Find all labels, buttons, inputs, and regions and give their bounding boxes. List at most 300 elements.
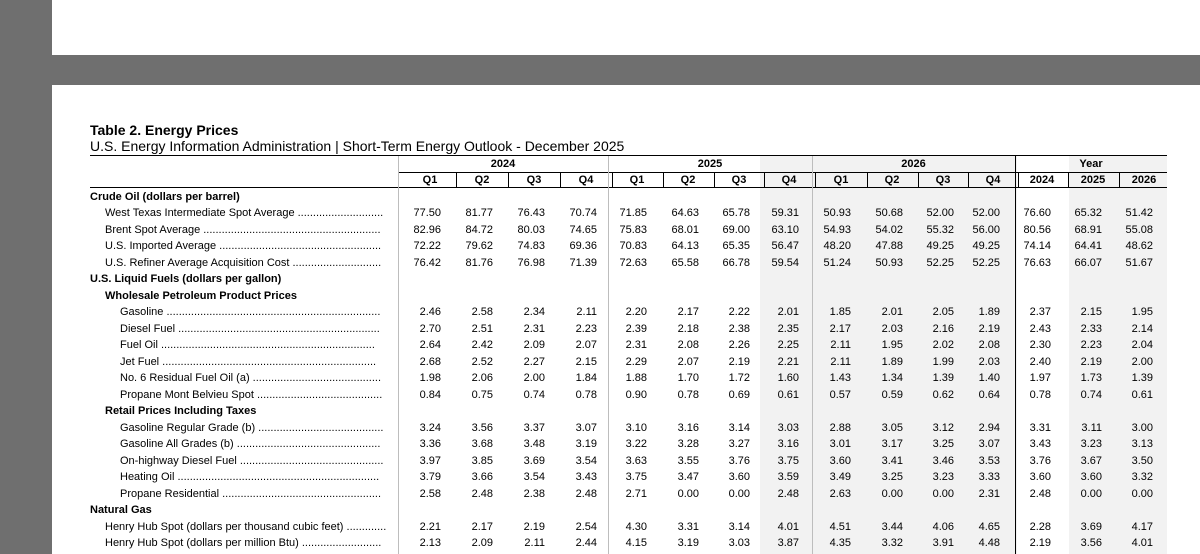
cell-value: 69.00	[722, 223, 750, 236]
cell-value: 2.08	[978, 339, 1000, 352]
cell-value: 2.03	[978, 355, 1000, 368]
cell-value: 1.89	[978, 306, 1000, 319]
cell-value: 2.08	[677, 339, 699, 352]
cell-value: 3.54	[523, 471, 545, 484]
cell-value: 2.94	[978, 421, 1000, 434]
cell-value: 50.68	[875, 207, 903, 220]
cell-value: 3.55	[677, 454, 699, 467]
table-row	[52, 389, 1200, 405]
cell-value: 64.13	[671, 240, 699, 253]
cell-value: 3.56	[1080, 537, 1102, 550]
cell-value: 3.56	[471, 421, 493, 434]
cell-value: 3.75	[777, 454, 799, 467]
cell-value: 2.20	[625, 306, 647, 319]
cell-value: 0.57	[829, 388, 851, 401]
cell-value: 4.06	[932, 520, 954, 533]
section-row	[52, 273, 1200, 289]
cell-value: 77.50	[413, 207, 441, 220]
cell-value: 2.63	[829, 487, 851, 500]
year-header-2026: 2026	[901, 158, 926, 170]
cell-value: 0.00	[881, 487, 903, 500]
cell-value: 2.07	[677, 355, 699, 368]
cell-value: 0.61	[1131, 388, 1153, 401]
header-tick	[560, 173, 561, 187]
header-tick	[663, 173, 664, 187]
cell-value: 2.21	[419, 520, 441, 533]
cell-value: 1.95	[1131, 306, 1153, 319]
cell-value: 3.16	[677, 421, 699, 434]
cell-value: 3.53	[978, 454, 1000, 467]
previous-page-edge	[52, 0, 1200, 55]
cell-value: 2.48	[575, 487, 597, 500]
row-label: On-highway Diesel Fuel ...............................................	[120, 454, 384, 467]
cell-value: 2.58	[419, 487, 441, 500]
cell-value: 64.41	[1074, 240, 1102, 253]
row-label: Jet Fuel ......................................................................	[120, 355, 377, 368]
cell-value: 3.03	[728, 537, 750, 550]
cell-value: 2.31	[625, 339, 647, 352]
row-label: U.S. Refiner Average Acquisition Cost .............................	[105, 256, 382, 269]
cell-value: 2.44	[575, 537, 597, 550]
cell-value: 1.99	[932, 355, 954, 368]
table-row	[52, 471, 1200, 487]
cell-value: 1.89	[881, 355, 903, 368]
cell-value: 76.43	[517, 207, 545, 220]
cell-value: 2.09	[523, 339, 545, 352]
cell-value: 2.58	[471, 306, 493, 319]
header-mid-rule	[398, 172, 1167, 173]
page-gap	[0, 55, 1200, 85]
row-label: Gasoline ......................................................................	[120, 306, 381, 319]
year-header-2024: 2024	[490, 158, 516, 170]
header-tick	[1119, 173, 1120, 187]
cell-value: 2.38	[523, 487, 545, 500]
cell-value: 51.42	[1125, 207, 1153, 220]
row-label: U.S. Imported Average .....................................................	[105, 240, 382, 253]
cell-value: 2.51	[471, 322, 493, 335]
table-row	[52, 207, 1200, 223]
cell-value: 1.95	[881, 339, 903, 352]
cell-value: 59.31	[771, 207, 799, 220]
cell-value: 2.43	[1029, 322, 1051, 335]
cell-value: 2.18	[677, 322, 699, 335]
cell-value: 1.72	[728, 372, 750, 385]
cell-value: 3.13	[1131, 438, 1153, 451]
header-tick	[968, 173, 969, 187]
cell-value: 1.60	[777, 372, 799, 385]
cell-value: 0.00	[677, 487, 699, 500]
cell-value: 3.46	[932, 454, 954, 467]
section-row	[52, 191, 1200, 207]
cell-value: 2.88	[829, 421, 851, 434]
cell-value: 2.19	[1029, 537, 1051, 550]
row-label: West Texas Intermediate Spot Average ............................	[105, 207, 384, 220]
cell-value: 3.05	[881, 421, 903, 434]
cell-value: 3.63	[625, 454, 647, 467]
cell-value: 3.60	[1080, 471, 1102, 484]
header-tick	[508, 173, 509, 187]
cell-value: 49.25	[926, 240, 954, 253]
cell-value: 0.78	[677, 388, 699, 401]
cell-value: 3.69	[523, 454, 545, 467]
column-header: Q4	[985, 174, 1001, 186]
cell-value: 3.75	[625, 471, 647, 484]
cell-value: 2.48	[1029, 487, 1051, 500]
header-tick	[764, 173, 765, 187]
cell-value: 2.64	[419, 339, 441, 352]
cell-value: 2.31	[523, 322, 545, 335]
cell-value: 3.31	[677, 520, 699, 533]
cell-value: 80.56	[1023, 223, 1051, 236]
cell-value: 2.06	[471, 372, 493, 385]
cell-value: 84.72	[465, 223, 493, 236]
cell-value: 51.67	[1125, 256, 1153, 269]
cell-value: 3.67	[1080, 454, 1102, 467]
table-row	[52, 339, 1200, 355]
table-row	[52, 438, 1200, 454]
row-label: Wholesale Petroleum Product Prices	[105, 289, 297, 302]
column-header: Q4	[781, 174, 797, 186]
cell-value: 2.11	[830, 355, 851, 368]
row-label: No. 6 Residual Fuel Oil (a) ..........................................	[120, 372, 382, 385]
cell-value: 76.60	[1023, 207, 1051, 220]
cell-value: 2.17	[677, 306, 699, 319]
cell-value: 3.14	[728, 520, 750, 533]
cell-value: 69.36	[569, 240, 597, 253]
cell-value: 1.39	[932, 372, 954, 385]
cell-value: 3.87	[777, 537, 799, 550]
cell-value: 3.03	[777, 421, 799, 434]
cell-value: 4.17	[1131, 520, 1153, 533]
cell-value: 2.23	[575, 322, 597, 335]
cell-value: 3.10	[625, 421, 647, 434]
table-row	[52, 224, 1200, 240]
cell-value: 70.74	[569, 207, 597, 220]
cell-value: 3.25	[881, 471, 903, 484]
cell-value: 2.34	[523, 306, 545, 319]
row-label: Fuel Oil ......................................................................	[120, 339, 375, 352]
cell-value: 2.26	[728, 339, 750, 352]
cell-value: 56.00	[972, 223, 1000, 236]
cell-value: 4.48	[978, 537, 1000, 550]
table-row	[52, 372, 1200, 388]
cell-value: 3.54	[575, 454, 597, 467]
cell-value: 2.39	[625, 322, 647, 335]
cell-value: 3.47	[677, 471, 699, 484]
table-title: Table 2. Energy Prices	[90, 122, 239, 138]
cell-value: 3.19	[677, 537, 699, 550]
table-row	[52, 240, 1200, 256]
cell-value: 2.31	[978, 487, 1000, 500]
cell-value: 2.19	[1080, 355, 1102, 368]
cell-value: 52.00	[926, 207, 954, 220]
cell-value: 54.93	[823, 223, 851, 236]
header-tick	[714, 173, 715, 187]
cell-value: 71.85	[619, 207, 647, 220]
cell-value: 63.10	[771, 223, 799, 236]
cell-value: 76.63	[1023, 256, 1051, 269]
cell-value: 3.11	[1081, 421, 1102, 434]
header-tick	[815, 173, 816, 187]
cell-value: 65.32	[1074, 207, 1102, 220]
cell-value: 74.83	[517, 240, 545, 253]
cell-value: 1.84	[575, 372, 597, 385]
cell-value: 52.25	[972, 256, 1000, 269]
cell-value: 1.97	[1029, 372, 1051, 385]
column-header: Q3	[526, 174, 542, 186]
cell-value: 2.29	[625, 355, 647, 368]
column-header: Q1	[422, 174, 438, 186]
cell-value: 4.01	[1131, 537, 1153, 550]
column-header: 2024	[1029, 174, 1055, 186]
cell-value: 2.02	[932, 339, 954, 352]
cell-value: 4.30	[625, 520, 647, 533]
column-header: Q3	[731, 174, 747, 186]
cell-value: 65.35	[722, 240, 750, 253]
cell-value: 3.27	[728, 438, 750, 451]
cell-value: 70.83	[619, 240, 647, 253]
cell-value: 2.05	[932, 306, 954, 319]
cell-value: 4.01	[777, 520, 799, 533]
cell-value: 3.44	[881, 520, 903, 533]
cell-value: 3.31	[1029, 421, 1051, 434]
cell-value: 76.42	[413, 256, 441, 269]
header-tick	[867, 173, 868, 187]
cell-value: 3.16	[777, 438, 799, 451]
cell-value: 0.74	[1080, 388, 1102, 401]
cell-value: 1.85	[829, 306, 851, 319]
cell-value: 2.19	[523, 520, 545, 533]
table-row	[52, 306, 1200, 322]
cell-value: 0.00	[932, 487, 954, 500]
cell-value: 3.41	[881, 454, 903, 467]
column-header: Q3	[935, 174, 951, 186]
cell-value: 59.54	[771, 256, 799, 269]
cell-value: 3.66	[471, 471, 493, 484]
cell-value: 1.73	[1080, 372, 1102, 385]
header-tick	[456, 173, 457, 187]
row-label: Gasoline All Grades (b) ...............................................	[120, 438, 381, 451]
cell-value: 2.40	[1029, 355, 1051, 368]
cell-value: 4.65	[978, 520, 1000, 533]
header-bottom-rule	[90, 187, 1167, 188]
cell-value: 2.09	[471, 537, 493, 550]
cell-value: 0.74	[523, 388, 545, 401]
cell-value: 66.78	[722, 256, 750, 269]
table-row	[52, 488, 1200, 504]
column-header: Q4	[578, 174, 594, 186]
cell-value: 4.51	[829, 520, 851, 533]
cell-value: 0.84	[419, 388, 441, 401]
cell-value: 3.59	[777, 471, 799, 484]
cell-value: 3.48	[523, 438, 545, 451]
cell-value: 3.76	[728, 454, 750, 467]
cell-value: 2.11	[576, 306, 597, 319]
column-header: Q2	[474, 174, 490, 186]
cell-value: 2.46	[419, 306, 441, 319]
cell-value: 1.70	[677, 372, 699, 385]
cell-value: 2.25	[777, 339, 799, 352]
cell-value: 3.24	[419, 421, 441, 434]
cell-value: 3.49	[829, 471, 851, 484]
cell-value: 0.78	[1029, 388, 1051, 401]
cell-value: 3.22	[625, 438, 647, 451]
cell-value: 0.62	[932, 388, 954, 401]
cell-value: 79.62	[465, 240, 493, 253]
table-row	[52, 323, 1200, 339]
cell-value: 3.14	[728, 421, 750, 434]
cell-value: 50.93	[875, 256, 903, 269]
cell-value: 52.00	[972, 207, 1000, 220]
row-label: Gasoline Regular Grade (b) .........................................	[120, 421, 384, 434]
cell-value: 2.70	[419, 322, 441, 335]
cell-value: 0.00	[728, 487, 750, 500]
cell-value: 2.48	[471, 487, 493, 500]
cell-value: 72.63	[619, 256, 647, 269]
header-tick	[918, 173, 919, 187]
table-row	[52, 537, 1200, 553]
cell-value: 3.97	[419, 454, 441, 467]
cell-value: 2.33	[1080, 322, 1102, 335]
cell-value: 2.00	[523, 372, 545, 385]
cell-value: 2.35	[777, 322, 799, 335]
cell-value: 3.60	[728, 471, 750, 484]
cell-value: 74.14	[1023, 240, 1051, 253]
cell-value: 2.15	[575, 355, 597, 368]
cell-value: 55.08	[1125, 223, 1153, 236]
cell-value: 48.62	[1125, 240, 1153, 253]
cell-value: 76.98	[517, 256, 545, 269]
column-header: 2025	[1080, 174, 1106, 186]
table-row	[52, 257, 1200, 273]
cell-value: 3.25	[932, 438, 954, 451]
cell-value: 3.69	[1080, 520, 1102, 533]
cell-value: 4.15	[625, 537, 647, 550]
cell-value: 3.68	[471, 438, 493, 451]
cell-value: 3.19	[575, 438, 597, 451]
row-label: U.S. Liquid Fuels (dollars per gallon)	[90, 273, 282, 286]
cell-value: 68.91	[1074, 223, 1102, 236]
cell-value: 0.00	[1131, 487, 1153, 500]
header-tick	[612, 173, 613, 187]
section-row	[52, 504, 1200, 520]
cell-value: 2.71	[625, 487, 647, 500]
cell-value: 81.76	[465, 256, 493, 269]
table-row	[52, 356, 1200, 372]
cell-value: 2.13	[419, 537, 441, 550]
cell-value: 66.07	[1074, 256, 1102, 269]
cell-value: 0.00	[1080, 487, 1102, 500]
cell-value: 49.25	[972, 240, 1000, 253]
cell-value: 3.37	[523, 421, 545, 434]
cell-value: 2.00	[1131, 355, 1153, 368]
cell-value: 2.14	[1131, 322, 1153, 335]
cell-value: 75.83	[619, 223, 647, 236]
cell-value: 2.48	[777, 487, 799, 500]
row-label: Brent Spot Average ..........................................................	[105, 223, 381, 236]
cell-value: 52.25	[926, 256, 954, 269]
cell-value: 2.03	[881, 322, 903, 335]
cell-value: 2.21	[777, 355, 799, 368]
cell-value: 2.42	[471, 339, 493, 352]
cell-value: 82.96	[413, 223, 441, 236]
cell-value: 2.17	[471, 520, 493, 533]
cell-value: 3.33	[978, 471, 1000, 484]
cell-value: 2.38	[728, 322, 750, 335]
cell-value: 3.50	[1131, 454, 1153, 467]
cell-value: 0.61	[777, 388, 799, 401]
cell-value: 2.27	[523, 355, 545, 368]
table-row	[52, 422, 1200, 438]
cell-value: 2.28	[1029, 520, 1051, 533]
row-label: Henry Hub Spot (dollars per million Btu) ..........................	[105, 537, 382, 550]
cell-value: 2.52	[471, 355, 493, 368]
cell-value: 2.23	[1080, 339, 1102, 352]
cell-value: 3.01	[829, 438, 851, 451]
cell-value: 55.32	[926, 223, 954, 236]
header-top-rule	[90, 155, 1167, 156]
cell-value: 2.68	[419, 355, 441, 368]
column-header: Q2	[884, 174, 900, 186]
cell-value: 47.88	[875, 240, 903, 253]
row-label: Henry Hub Spot (dollars per thousand cubic feet) .............	[105, 520, 387, 533]
cell-value: 2.11	[830, 339, 851, 352]
section-row	[52, 405, 1200, 421]
section-row	[52, 290, 1200, 306]
row-label: Propane Residential ....................................................	[120, 487, 382, 500]
cell-value: 48.20	[823, 240, 851, 253]
cell-value: 1.88	[625, 372, 647, 385]
column-header: 2026	[1131, 174, 1157, 186]
cell-value: 56.47	[771, 240, 799, 253]
cell-value: 0.64	[978, 388, 1000, 401]
year-header-2025: 2025	[697, 158, 723, 170]
cell-value: 3.23	[1080, 438, 1102, 451]
cell-value: 80.03	[517, 223, 545, 236]
cell-value: 3.85	[471, 454, 493, 467]
document-page	[52, 85, 1200, 554]
table-subtitle: U.S. Energy Information Administration | Short-Term Energy Outlook - December 2025	[90, 138, 625, 154]
header-tick	[1068, 173, 1069, 187]
cell-value: 3.17	[881, 438, 903, 451]
cell-value: 1.98	[419, 372, 441, 385]
cell-value: 2.04	[1131, 339, 1153, 352]
year-header-annual: Year	[1079, 158, 1103, 170]
cell-value: 3.32	[1131, 471, 1153, 484]
column-header: Q2	[680, 174, 696, 186]
column-header: Q1	[629, 174, 645, 186]
cell-value: 2.30	[1029, 339, 1051, 352]
cell-value: 3.23	[932, 471, 954, 484]
cell-value: 68.01	[671, 223, 699, 236]
cell-value: 2.16	[932, 322, 954, 335]
cell-value: 1.34	[881, 372, 903, 385]
cell-value: 0.75	[471, 388, 493, 401]
cell-value: 72.22	[413, 240, 441, 253]
cell-value: 65.78	[722, 207, 750, 220]
table-row	[52, 521, 1200, 537]
cell-value: 81.77	[465, 207, 493, 220]
cell-value: 3.00	[1131, 421, 1153, 434]
cell-value: 3.79	[419, 471, 441, 484]
cell-value: 3.60	[1029, 471, 1051, 484]
cell-value: 3.43	[575, 471, 597, 484]
cell-value: 3.07	[978, 438, 1000, 451]
cell-value: 1.43	[829, 372, 851, 385]
cell-value: 2.19	[978, 322, 1000, 335]
cell-value: 2.19	[728, 355, 750, 368]
cell-value: 2.01	[881, 306, 903, 319]
